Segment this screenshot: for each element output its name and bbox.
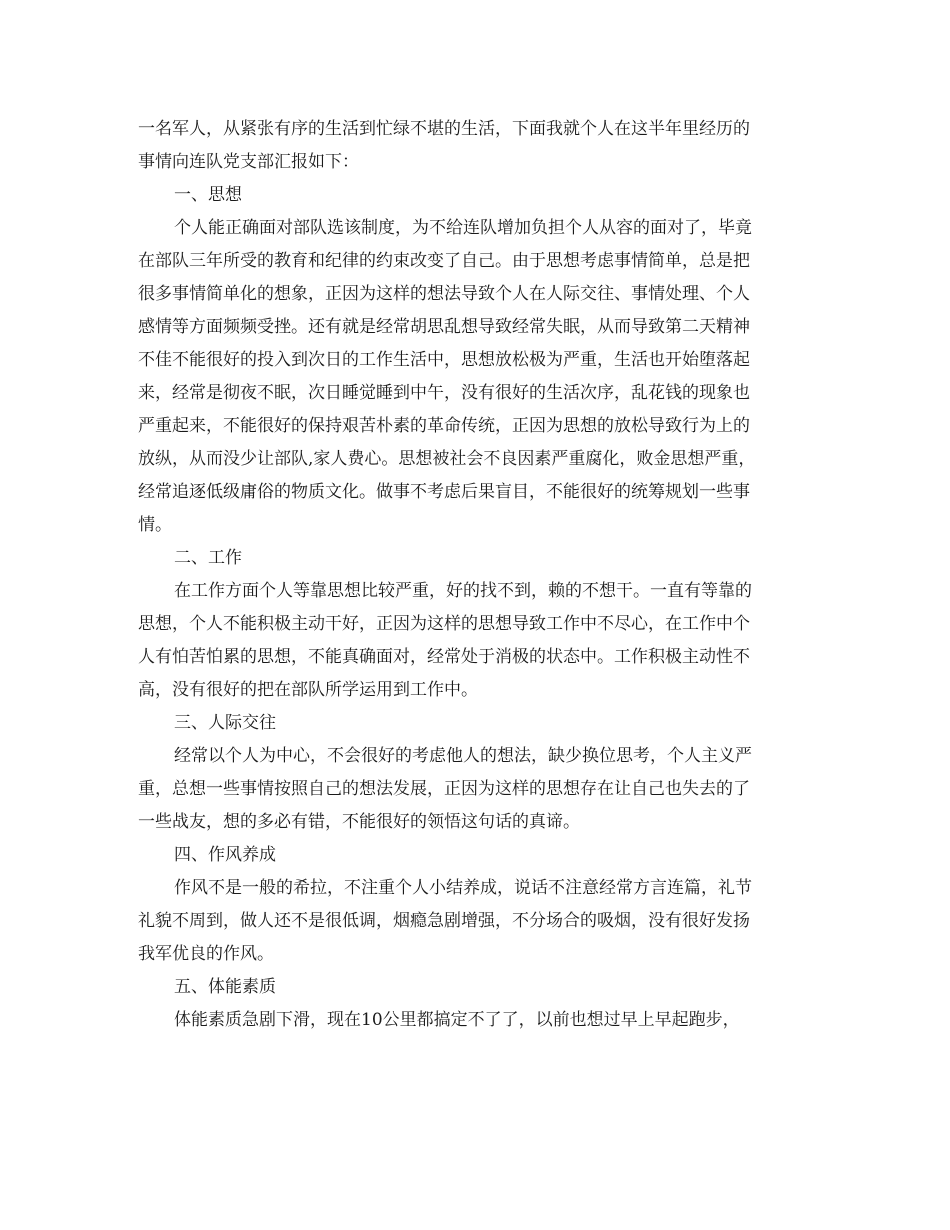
paragraph-line: 不佳不能很好的投入到次日的工作生活中，思想放松极为严重，生活也开始堕落起 (138, 350, 750, 370)
document-page (138, 113, 814, 1037)
paragraph-line: 人有怕苦怕累的思想，不能真确面对，经常处于消极的状态中。工作积极主动性不 (138, 647, 750, 667)
section-heading-work: 二、工作 (174, 548, 242, 568)
paragraph-line: 严重起来，不能很好的保持艰苦朴素的革命传统，正因为思想的放松导致行为上的 (138, 416, 750, 436)
paragraph-line: 来，经常是彻夜不眠，次日睡觉睡到中午，没有很好的生活次序，乱花钱的现象也 (138, 383, 750, 403)
paragraph-line: 一些战友，想的多必有错，不能很好的领悟这句话的真谛。 (138, 812, 580, 832)
paragraph-line: 思想，个人不能积极主动干好，正因为这样的思想导致工作中不尽心，在工作中个 (138, 614, 750, 634)
paragraph-line: 事情向连队党支部汇报如下： (138, 152, 359, 172)
section-heading-thought: 一、思想 (174, 185, 242, 205)
paragraph-line: 体能素质急剧下滑，现在10公里都搞定不了了，以前也想过早上早起跑步， (174, 1010, 740, 1030)
paragraph-line: 重，总想一些事情按照自己的想法发展，正因为这样的思想存在让自己也失去的了 (138, 779, 750, 799)
paragraph-line: 礼貌不周到，做人还不是很低调，烟瘾急剧增强，不分场合的吸烟，没有很好发扬 (138, 911, 750, 931)
paragraph-line: 感情等方面频频受挫。还有就是经常胡思乱想导致经常失眠，从而导致第二天精神 (138, 317, 750, 337)
section-heading-conduct: 四、作风养成 (174, 845, 276, 865)
section-heading-fitness: 五、体能素质 (174, 977, 276, 997)
paragraph-line: 高，没有很好的把在部队所学运用到工作中。 (138, 680, 478, 700)
paragraph-line: 情。 (138, 515, 172, 535)
paragraph-line: 经常追逐低级庸俗的物质文化。做事不考虑后果盲目，不能很好的统筹规划一些事 (138, 482, 750, 502)
paragraph-line: 很多事情简单化的想象，正因为这样的想法导致个人在人际交往、事情处理、个人 (138, 284, 750, 304)
paragraph-line: 经常以个人为中心，不会很好的考虑他人的想法，缺少换位思考，个人主义严 (174, 746, 752, 766)
paragraph-line: 在部队三年所受的教育和纪律的约束改变了自己。由于思想考虑事情简单，总是把 (138, 251, 750, 271)
paragraph-line: 放纵，从而没少让部队,家人费心。思想被社会不良因素严重腐化，败金思想严重， (138, 449, 756, 469)
paragraph-line: 一名军人，从紧张有序的生活到忙绿不堪的生活，下面我就个人在这半年里经历的 (138, 119, 750, 139)
section-heading-relations: 三、人际交往 (174, 713, 276, 733)
paragraph-line: 个人能正确面对部队选该制度，为不给连队增加负担个人从容的面对了，毕竟 (174, 218, 752, 238)
paragraph-line: 在工作方面个人等靠思想比较严重，好的找不到，赖的不想干。一直有等靠的 (174, 581, 752, 601)
paragraph-line: 我军优良的作风。 (138, 944, 274, 964)
paragraph-line: 作风不是一般的希拉，不注重个人小结养成，说话不注意经常方言连篇，礼节 (174, 878, 752, 898)
